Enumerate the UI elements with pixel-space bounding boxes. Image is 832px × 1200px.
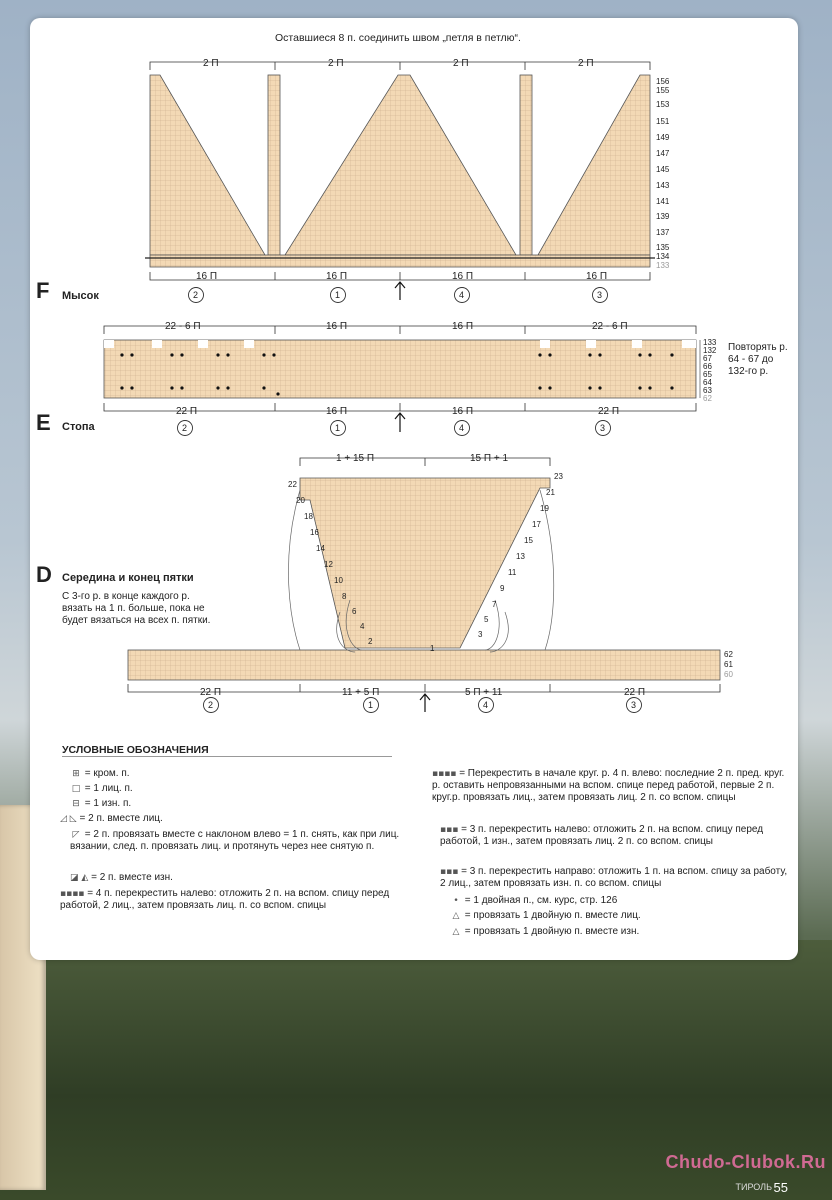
watermark: Chudo-Clubok.Ru bbox=[665, 1152, 826, 1172]
chart-f-base-rows bbox=[150, 255, 650, 267]
purl-stitch-icon: ⊟ bbox=[72, 799, 80, 809]
chart-e-bottom-label: 16 П bbox=[326, 406, 348, 417]
chart-d-base-rows bbox=[128, 650, 720, 680]
chart-e-top-label: 22 - 6 П bbox=[592, 321, 628, 332]
chart-e-bottom-label: 22 П bbox=[176, 406, 198, 417]
chart-e-needle-1: 1 bbox=[335, 423, 341, 433]
chart-e-top-label: 16 П bbox=[452, 321, 474, 332]
chart-f-needle-3: 3 bbox=[597, 290, 603, 300]
double-stitch-icon: • bbox=[453, 896, 459, 906]
chart-f-bottom-label: 16 П bbox=[452, 271, 474, 282]
cable-4-left-icon: ▪▪▪▪ bbox=[60, 889, 85, 899]
chart-d-top-label: 15 П + 1 bbox=[470, 453, 509, 464]
header-note: Оставшиеся 8 п. соединить швом „петля в петлю“. bbox=[275, 32, 521, 44]
chart-f-needle-1: 1 bbox=[335, 290, 341, 300]
chart-f-top-label: 2 П bbox=[203, 58, 219, 69]
chart-d-title: Середина и конец пятки bbox=[62, 572, 194, 584]
chart-f-needle-2: 2 bbox=[193, 290, 199, 300]
legend-item-purl: ⊟ = 1 изн. п. bbox=[70, 798, 400, 810]
chart-f-section-3 bbox=[538, 75, 650, 255]
chart-f-bottom-label: 16 П bbox=[586, 271, 608, 282]
legend-item-knit: □ = 1 лиц. п. bbox=[71, 783, 133, 794]
chart-d bbox=[128, 458, 720, 712]
legend-item-double-stitch: • = 1 двойная п., см. курс, стр. 126 bbox=[450, 895, 792, 907]
legend-item-cable-4-left: ▪▪▪▪ = 4 п. перекрестить налево: отложить 2 п. на вспом. спицу перед работой, 2 лиц., затем провязать лиц. п. со вспом. спицы bbox=[60, 888, 390, 911]
chart-f-bottom-label: 16 П bbox=[326, 271, 348, 282]
chart-f-top-label: 2 П bbox=[453, 58, 469, 69]
chart-f bbox=[145, 62, 655, 300]
knit-stitch-icon: □ bbox=[71, 784, 81, 794]
chart-d-bottom-label: 22 П bbox=[200, 687, 222, 698]
legend-item-cable-3-left: ▪▪▪ = 3 п. перекрестить налево: отложить 2 п. на вспом. спицу перед работой, 1 изн., затем провязать лиц. 2 п. со вспом. спицы bbox=[440, 824, 764, 847]
cable-3-left-icon: ▪▪▪ bbox=[440, 825, 459, 835]
chart-e-needle-2: 2 bbox=[182, 423, 188, 433]
chart-f-title: Мысок bbox=[62, 290, 99, 302]
chart-d-needle-2: 2 bbox=[208, 700, 214, 710]
cable-round-start-icon: ▪▪▪▪ bbox=[432, 769, 457, 779]
chart-d-top-label: 1 + 15 П bbox=[336, 453, 375, 464]
chart-e-title: Стопа bbox=[62, 421, 95, 433]
chart-d-bottom-label: 5 П + 11 bbox=[465, 687, 503, 698]
legend-item-k2tog: ◿ ◺ = 2 п. вместе лиц. bbox=[60, 813, 163, 824]
chart-f-column-2 bbox=[520, 75, 532, 255]
chart-d-bottom-label: 22 П bbox=[624, 687, 646, 698]
legend-item-cable-round-start: ▪▪▪▪ = Перекрестить в начале круг. р. 4 п. влево: последние 2 п. пред. круг. р. оставить непровязанными на вспом. спице перед работой, первые 2 п. круг.р. провязать лиц., затем провязать лиц. 2 п. со вспом. спицы bbox=[432, 768, 785, 803]
magazine-name: ТИРОЛЬ bbox=[735, 1182, 772, 1192]
chart-d-needle-3: 3 bbox=[631, 700, 637, 710]
chart-e-letter: E bbox=[36, 410, 51, 435]
legend-item-p2tog: ◪ ◭ = 2 п. вместе изн. bbox=[70, 872, 173, 883]
chart-f-section-2 bbox=[150, 75, 265, 255]
double-knit-tog-icon: △ bbox=[452, 911, 460, 921]
chart-e-bottom-label: 22 П bbox=[598, 406, 620, 417]
chart-d-needle-1: 1 bbox=[368, 700, 374, 710]
double-purl-tog-icon: △ bbox=[452, 927, 460, 937]
page-number: 55 bbox=[773, 1180, 788, 1195]
repeat-note: Повторять р. 64 - 67 до 132-го р. bbox=[728, 342, 788, 377]
chart-d-note: С 3-го р. в конце каждого р. вязать на 1 п. больше, пока не будет вязаться на всех п. пятки. bbox=[62, 591, 211, 626]
legend-item-double-knit-tog: △ = провязать 1 двойную п. вместе лиц. bbox=[450, 910, 792, 922]
legend-item-cable-3-right: ▪▪▪ = 3 п. перекрестить направо: отложить 1 п. на вспом. спицу за работу, 2 лиц., затем провязать изн. п. со вспом. спицы bbox=[440, 866, 788, 889]
legend-item-edge-stitch: ⊞ = кром. п. bbox=[70, 768, 400, 780]
chart-f-bottom-label: 16 П bbox=[196, 271, 218, 282]
p2tog-icon: ◪ ◭ bbox=[70, 873, 89, 883]
chart-f-top-label: 2 П bbox=[578, 58, 594, 69]
chart-d-needle-4: 4 bbox=[483, 700, 489, 710]
cable-3-right-icon: ▪▪▪ bbox=[440, 867, 459, 877]
chart-d-letter: D bbox=[36, 562, 52, 587]
edge-stitch-icon: ⊞ bbox=[72, 769, 80, 779]
chart-e-needle-3: 3 bbox=[600, 423, 606, 433]
chart-f-section-1-4 bbox=[285, 75, 516, 255]
chart-e-bottom-label: 16 П bbox=[452, 406, 474, 417]
k2tog-icon: ◿ ◺ bbox=[60, 814, 77, 824]
chart-e-needle-4: 4 bbox=[459, 423, 465, 433]
chart-e-body bbox=[104, 340, 696, 398]
chart-f-needle-4: 4 bbox=[459, 290, 465, 300]
chart-e-top-label: 22 - 6 П bbox=[165, 321, 201, 332]
chart-f-top-label: 2 П bbox=[328, 58, 344, 69]
chart-f-letter: F bbox=[36, 278, 50, 303]
ssk-icon: ◸ bbox=[72, 830, 80, 840]
legend-title: УСЛОВНЫЕ ОБОЗНАЧЕНИЯ bbox=[62, 744, 392, 757]
chart-f-column-1 bbox=[268, 75, 280, 255]
chart-d-bottom-label: 11 + 5 П bbox=[342, 687, 380, 698]
legend-item-double-purl-tog: △ = провязать 1 двойную п. вместе изн. bbox=[450, 926, 792, 938]
chart-e-top-label: 16 П bbox=[326, 321, 348, 332]
legend-item-ssk: ◸ = 2 п. провязать вместе с наклоном влево = 1 п. снять, как при лиц. вязании, след. п. провязать лиц. и протянуть через нее снятую п. bbox=[70, 829, 400, 852]
